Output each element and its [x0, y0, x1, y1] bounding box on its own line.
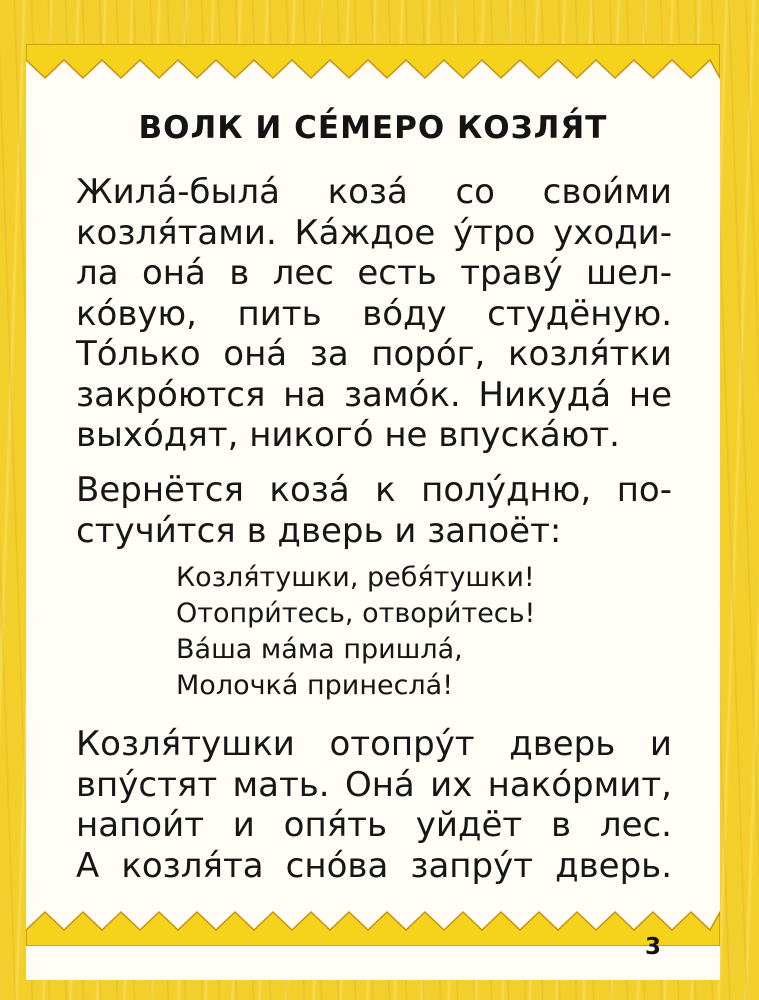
text-line: стучи́тся в дверь и запоёт: [76, 510, 562, 551]
text-line: козля́тами. Ка́ждое у́тро уходи- [76, 212, 672, 253]
paragraph-3 [76, 724, 672, 886]
top-zigzag-border [26, 44, 720, 84]
paragraph-1 [76, 172, 672, 456]
verse-line: Ва́ша ма́ма пришла́, [176, 634, 463, 665]
paragraph-2 [76, 470, 672, 551]
page-number: 3 [645, 934, 662, 960]
song-verse [176, 560, 535, 704]
text-line: выхо́дят, никого́ не впуска́ют. [76, 415, 620, 455]
text-line: Жила́-была́ коза́ со свои́ми [76, 172, 672, 212]
verse-line: Козля́тушки, ребя́тушки! [176, 562, 535, 593]
text-line: А козля́та сно́ва запру́т дверь. [76, 845, 672, 886]
story-title: ВОЛК И СЕ́МЕРО КОЗЛЯ́Т [138, 110, 608, 146]
text-line: ла она́ в лес есть траву́ шел- [76, 253, 672, 293]
text-line: ко́вую, пить во́ду студёную. [76, 293, 672, 334]
text-line: впу́стят мать. Она́ их нако́рмит, [76, 764, 672, 805]
text-line: То́лько она́ за поро́г, козля́тки [76, 334, 672, 374]
text-line: Вернётся коза́ к полу́дню, по- [76, 470, 672, 510]
text-line: напои́т и опя́ть уйдёт в лес. [76, 805, 672, 845]
text-line: Козля́тушки отопру́т дверь и [76, 724, 672, 764]
bottom-zigzag-border [26, 906, 720, 946]
verse-line: Молочка́ принесла́! [176, 670, 454, 701]
verse-line: Отопри́тесь, отвори́тесь! [176, 598, 536, 629]
text-line: закро́ются на замо́к. Никуда́ не [76, 374, 672, 415]
